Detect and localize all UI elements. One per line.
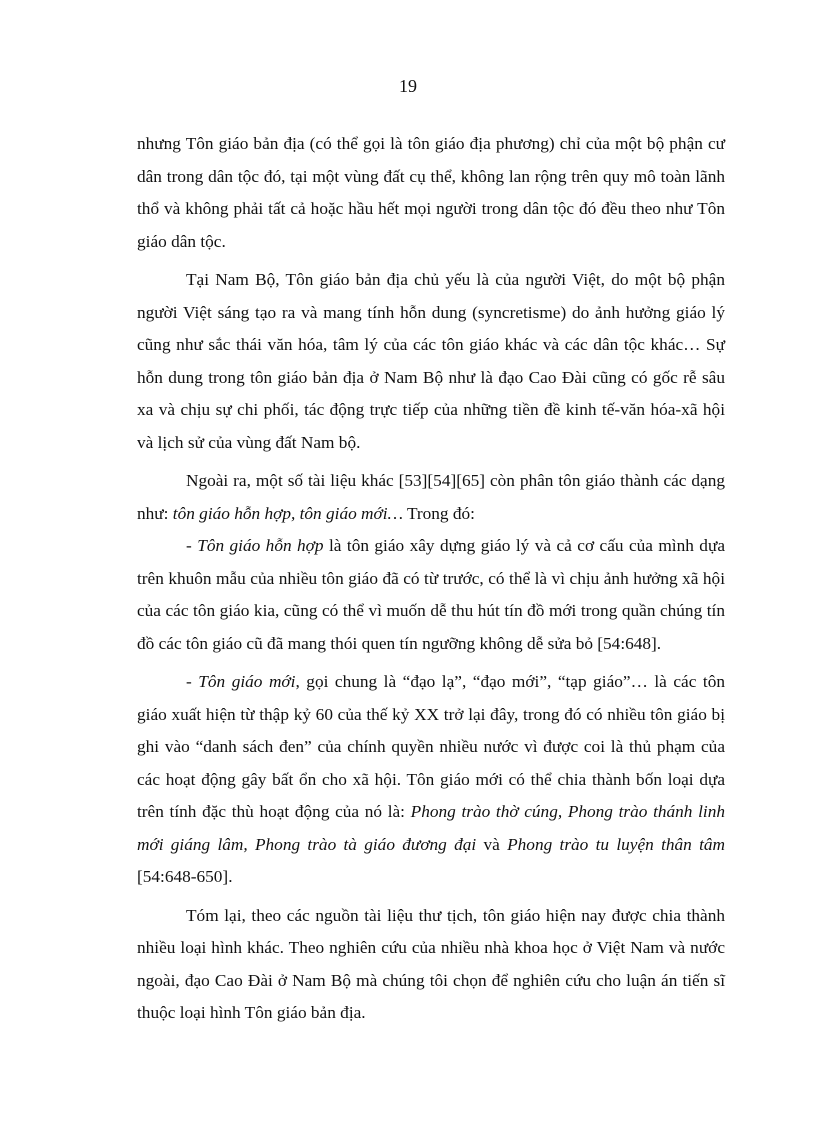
paragraph-5-italic-2: Phong trào thờ cúng, Phong trào thánh linh mới giáng lâm, Phong trào tà giáo đương đại bbox=[137, 802, 725, 854]
paragraph-5-dash: - bbox=[186, 672, 199, 691]
paragraph-4-italic: Tôn giáo hỗn hợp bbox=[197, 536, 324, 555]
page-number: 19 bbox=[399, 76, 417, 96]
paragraph-3-text-end: Trong đó: bbox=[402, 503, 475, 523]
paragraph-3-text: Ngoài ra, một số tài liệu khác [53][54][65] còn phân tôn giáo thành các dạng như: bbox=[137, 471, 725, 523]
paragraph-3-italic: tôn giáo hỗn hợp, tôn giáo mới… bbox=[172, 503, 403, 523]
paragraph-5-text-1: , gọi chung là “đạo lạ”, “đạo mới”, “tạp giáo”… là các tôn giáo xuất hiện từ thập kỷ 60 của thế kỷ XX trở lại đây, trong đó có nhiều tôn giáo bị ghi vào “danh sách đen” của chính quyền nhiều nước vì được coi là thủ phạm của các hoạt động gây bất ổn cho xã hội. Tôn giáo mới có thể chia thành bốn loại dựa trên tính đặc thù hoạt động của nó là: bbox=[137, 672, 725, 821]
paragraph-4-dash: - bbox=[186, 536, 198, 555]
paragraph-5-italic-1: Tôn giáo mới bbox=[198, 672, 296, 691]
paragraph-5 bbox=[137, 666, 725, 894]
paragraph-1: nhưng Tôn giáo bản địa (có thể gọi là tôn giáo địa phương) chỉ của một bộ phận cư dân trong dân tộc đó, tại một vùng đất cụ thể, không lan rộng trên quy mô toàn lãnh thổ và không phải tất cả hoặc hầu hết mọi người trong dân tộc đó đều theo như Tôn giáo dân tộc. bbox=[137, 134, 725, 251]
paragraph-2: Tại Nam Bộ, Tôn giáo bản địa chủ yếu là của người Việt, do một bộ phận người Việt sáng tạo ra và mang tính hỗn dung (syncretisme) do ảnh hưởng giáo lý cũng như sắc thái văn hóa, tâm lý của các tôn giáo khác và các dân tộc khác… Sự hỗn dung trong tôn giáo bản địa ở Nam Bộ như là đạo Cao Đài cũng có gốc rễ sâu xa và chịu sự chi phối, tác động trực tiếp của những tiền đề kinh tế-văn hóa-xã hội và lịch sử của vùng đất Nam bộ. bbox=[137, 270, 725, 452]
paragraph-4 bbox=[137, 530, 725, 660]
paragraph-6: Tóm lại, theo các nguồn tài liệu thư tịch, tôn giáo hiện nay được chia thành nhiều loại hình khác. Theo nghiên cứu của nhiều nhà khoa học ở Việt Nam và nước ngoài, đạo Cao Đài ở Nam Bộ mà chúng tôi chọn để nghiên cứu cho luận án tiến sĩ thuộc loại hình Tôn giáo bản địa. bbox=[137, 905, 725, 1022]
paragraph-5-text-3: [54:648-650]. bbox=[137, 867, 233, 886]
paragraph-5-text-2: và bbox=[476, 834, 508, 854]
paragraph-4-text: là tôn giáo xây dựng giáo lý và cả cơ cấu của mình dựa trên khuôn mẫu của nhiều tôn giáo đã có từ trước, có thể là vì chịu ảnh hưởng xã hội của các tôn giáo kia, cũng có thể vì muốn dễ thu hút tín đồ mới trong quần chúng tín đồ các tôn giáo cũ đã mang thói quen tín ngưỡng không dễ sửa bỏ [54:648]. bbox=[137, 536, 725, 653]
body-text bbox=[137, 128, 725, 1030]
paragraph-3 bbox=[137, 465, 725, 530]
paragraph-5-italic-3: Phong trào tu luyện thân tâm bbox=[507, 834, 726, 854]
